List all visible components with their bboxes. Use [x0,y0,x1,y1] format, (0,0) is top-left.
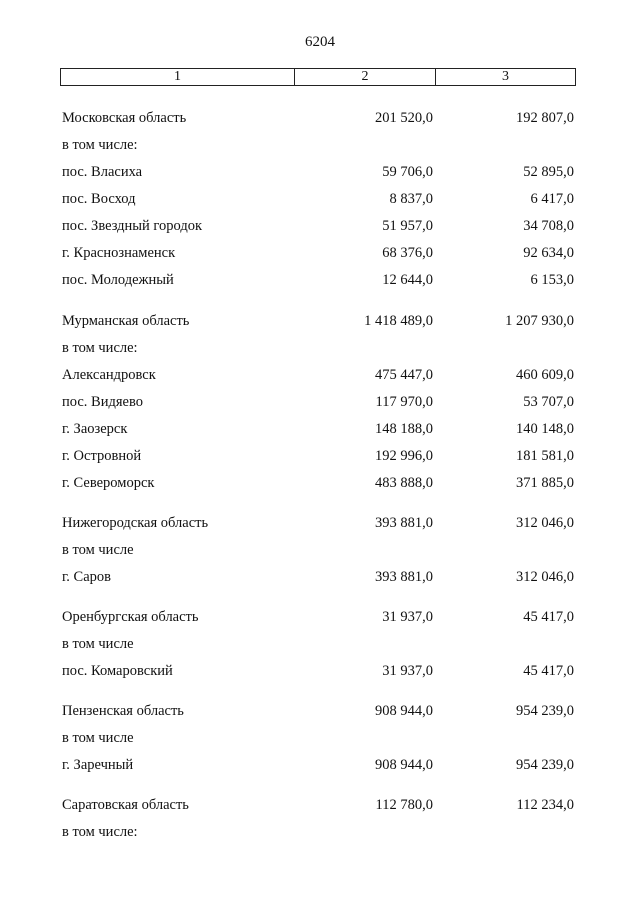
table-row [0,340,640,362]
row-value-col3: 92 634,0 [523,245,574,261]
row-label: в том числе [62,542,134,558]
row-value-col2: 483 888,0 [375,475,433,491]
row-label: г. Североморск [62,475,155,491]
row-label: в том числе [62,636,134,652]
row-value-col2: 51 957,0 [382,218,433,234]
table-row [0,515,640,537]
table-row [0,394,640,416]
row-value-col2: 112 780,0 [375,797,433,813]
row-value-col2: 68 376,0 [382,245,433,261]
row-value-col3: 460 609,0 [516,367,574,383]
row-label: Пензенская область [62,703,184,719]
table-row [0,797,640,819]
row-label: в том числе: [62,824,138,840]
row-value-col3: 45 417,0 [523,609,574,625]
row-label: Мурманская область [62,313,190,329]
row-value-col3: 1 207 930,0 [505,313,574,329]
table-row [0,272,640,294]
row-label: в том числе: [62,340,138,356]
table-row [0,245,640,267]
row-label: Московская область [62,110,187,126]
row-label: г. Островной [62,448,142,464]
row-value-col2: 1 418 489,0 [364,313,433,329]
table-row [0,542,640,564]
row-value-col2: 201 520,0 [375,110,433,126]
row-value-col2: 31 937,0 [382,663,433,679]
row-label: Александровск [62,367,156,383]
table-row [0,164,640,186]
row-label: пос. Восход [62,191,136,207]
row-value-col3: 53 707,0 [523,394,574,410]
row-value-col3: 52 895,0 [523,164,574,180]
table-row [0,757,640,779]
row-label: г. Заозерск [62,421,128,437]
table-row [0,191,640,213]
row-label: Оренбургская область [62,609,199,625]
row-value-col3: 112 234,0 [516,797,574,813]
table-row [0,313,640,335]
table-row [0,609,640,631]
row-value-col3: 954 239,0 [516,757,574,773]
row-value-col2: 8 837,0 [389,191,433,207]
row-value-col3: 312 046,0 [516,515,574,531]
page-number: 6204 [305,34,335,50]
row-label: пос. Звездный городок [62,218,203,234]
table-row [0,218,640,240]
row-value-col2: 908 944,0 [375,703,433,719]
row-value-col2: 393 881,0 [375,569,433,585]
row-value-col3: 181 581,0 [516,448,574,464]
row-label: пос. Видяево [62,394,143,410]
row-value-col2: 31 937,0 [382,609,433,625]
row-value-col2: 117 970,0 [375,394,433,410]
row-value-col3: 371 885,0 [516,475,574,491]
row-value-col3: 34 708,0 [523,218,574,234]
table-row [0,730,640,752]
row-label: в том числе: [62,137,138,153]
row-value-col2: 59 706,0 [382,164,433,180]
table-row [0,824,640,846]
row-value-col3: 192 807,0 [516,110,574,126]
table-row [0,636,640,658]
table-row [0,137,640,159]
table-row [0,448,640,470]
row-label: пос. Молодежный [62,272,174,288]
column-header-1: 1 [61,69,295,85]
table-row [0,703,640,725]
table-row [0,663,640,685]
column-header-2: 2 [295,69,436,85]
row-label: г. Саров [62,569,112,585]
row-label: г. Заречный [62,757,134,773]
row-value-col3: 312 046,0 [516,569,574,585]
row-value-col3: 140 148,0 [516,421,574,437]
table-row [0,421,640,443]
row-label: г. Краснознаменск [62,245,176,261]
row-value-col3: 6 417,0 [530,191,574,207]
table-row [0,110,640,132]
row-label: Саратовская область [62,797,189,813]
row-value-col2: 12 644,0 [382,272,433,288]
table-row [0,475,640,497]
row-value-col3: 6 153,0 [530,272,574,288]
row-label: пос. Власиха [62,164,143,180]
row-value-col2: 475 447,0 [375,367,433,383]
row-value-col2: 908 944,0 [375,757,433,773]
row-value-col2: 192 996,0 [375,448,433,464]
row-label: в том числе [62,730,134,746]
column-header-3: 3 [502,69,509,84]
table-row [0,367,640,389]
row-value-col3: 954 239,0 [516,703,574,719]
row-value-col3: 45 417,0 [523,663,574,679]
row-label: пос. Комаровский [62,663,173,679]
row-value-col2: 393 881,0 [375,515,433,531]
row-value-col2: 148 188,0 [375,421,433,437]
table-row [0,569,640,591]
row-label: Нижегородская область [62,515,209,531]
